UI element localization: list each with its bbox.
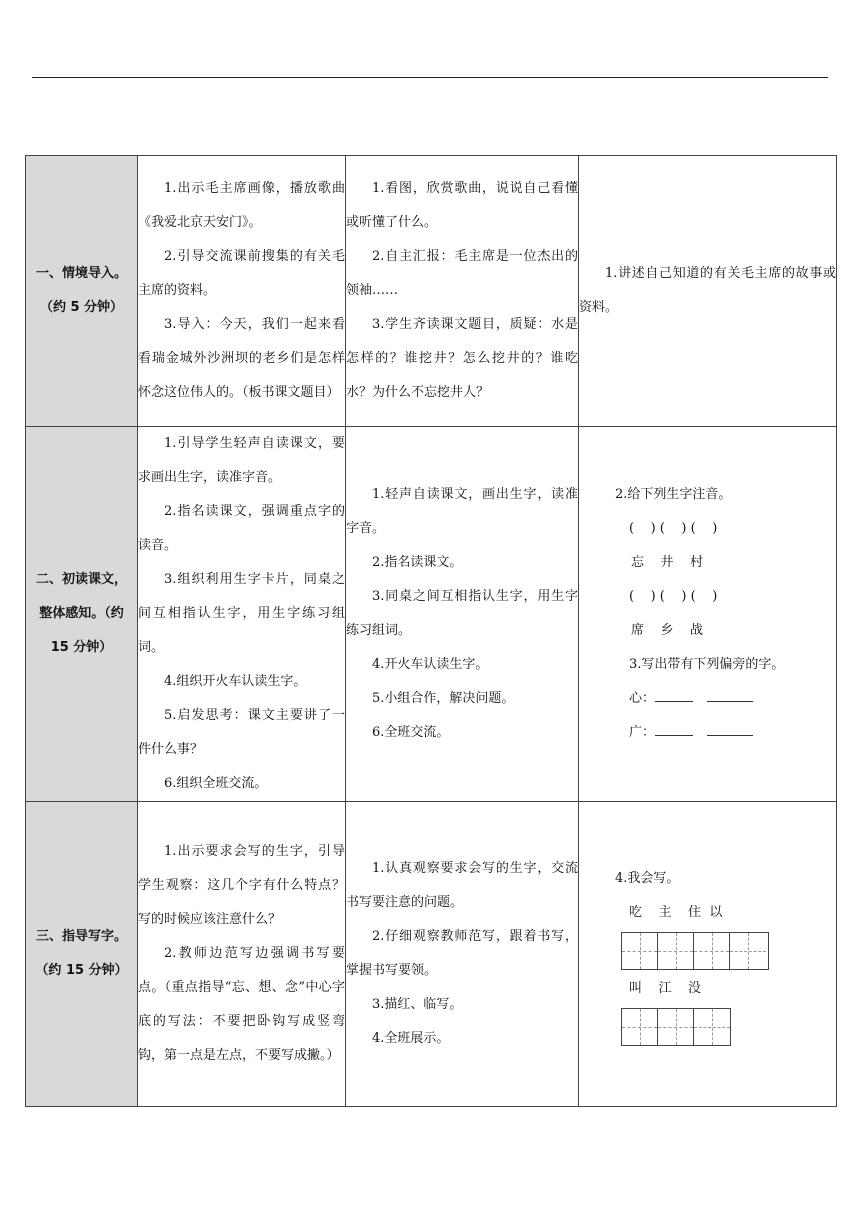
- stage-cell: [26, 427, 138, 802]
- student-step: 3.学生齐读课文题目，质疑：水是怎样的？谁挖井？怎么挖井的？谁吃水？为什么不忘挖井人？: [346, 317, 578, 400]
- stage-duration: （约 5 分钟）: [39, 300, 124, 315]
- teacher-step: 2.指名读课文，强调重点字的读音。: [138, 504, 345, 553]
- stage-cell: [26, 802, 138, 1107]
- stage-label: 三、指导写字。: [35, 929, 127, 944]
- radical-label: 心：: [629, 691, 656, 706]
- student-step: 6.全班交流。: [372, 725, 450, 740]
- character-row: 席 乡 战: [631, 623, 704, 638]
- answer-blank[interactable]: [655, 723, 693, 736]
- student-step: 2.自主汇报：毛主席是一位杰出的领袖……: [346, 249, 578, 298]
- exercise-question: 3.写出带有下列偏旁的字。: [629, 657, 785, 672]
- student-step: 2.指名读课文。: [372, 555, 463, 570]
- radical-fill-row: [587, 682, 836, 716]
- student-step: 3.描红、临写。: [372, 997, 463, 1012]
- answer-blank[interactable]: [707, 723, 753, 736]
- radical-label: 广：: [629, 725, 656, 740]
- teacher-step: 2.教师边范写边强调书写要点。（重点指导“忘、想、念”中心字底的写法：不要把卧钩写成竖弯钩，第一点是左点，不要写成撇。）: [138, 946, 345, 1063]
- stage-duration: （约 15 分钟）: [35, 963, 128, 978]
- writing-grid[interactable]: [621, 932, 769, 970]
- student-step: 4.全班展示。: [372, 1031, 450, 1046]
- writing-grid-cell[interactable]: [694, 1009, 730, 1045]
- stage-label-cont: 整体感知。（约: [39, 606, 124, 621]
- teacher-activity-cell: [138, 427, 346, 802]
- exercise-question: 4.我会写。: [615, 871, 680, 886]
- character-row: 吃 主 住 以: [629, 905, 723, 920]
- writing-grid[interactable]: [621, 1008, 731, 1046]
- writing-grid-cell[interactable]: [658, 933, 694, 969]
- student-activity-cell: [346, 156, 579, 427]
- table-row: [26, 427, 837, 802]
- student-activity-cell: [346, 427, 579, 802]
- pinyin-blanks: ( ) ( ) ( ): [629, 589, 718, 604]
- table-row: [26, 156, 837, 427]
- table-row: [26, 802, 837, 1107]
- student-step: 4.开火车认读生字。: [372, 657, 489, 672]
- exercise-cell: [579, 802, 837, 1107]
- writing-grid-cell[interactable]: [658, 1009, 694, 1045]
- header-rule: [32, 77, 828, 78]
- student-step: 1.看图，欣赏歌曲，说说自己看懂或听懂了什么。: [346, 181, 578, 230]
- writing-grid-cell[interactable]: [622, 933, 658, 969]
- student-step: 1.认真观察要求会写的生字，交流书写要注意的问题。: [346, 861, 578, 910]
- teacher-activity-cell: [138, 802, 346, 1107]
- stage-cell: [26, 156, 138, 427]
- character-row: 忘 井 村: [631, 555, 704, 570]
- stage-label: 二、初读课文，: [35, 572, 127, 587]
- character-row: 叫 江 没: [629, 981, 702, 996]
- writing-grid-cell[interactable]: [694, 933, 730, 969]
- teacher-step: 1.引导学生轻声自读课文，要求画出生字，读准字音。: [138, 436, 345, 485]
- answer-blank[interactable]: [655, 689, 693, 702]
- exercise-question: 2.给下列生字注音。: [615, 487, 732, 502]
- stage-duration: 15 分钟）: [50, 640, 113, 655]
- student-step: 1.轻声自读课文，画出生字，读准字音。: [346, 487, 578, 536]
- exercise-item: 1.讲述自己知道的有关毛主席的故事或资料。: [579, 266, 836, 315]
- writing-grid-cell[interactable]: [730, 933, 766, 969]
- teacher-step: 4.组织开火车认读生字。: [164, 674, 307, 689]
- writing-grid-cell[interactable]: [622, 1009, 658, 1045]
- pinyin-blanks: ( ) ( ) ( ): [629, 521, 718, 536]
- exercise-cell: [579, 156, 837, 427]
- teacher-activity-cell: [138, 156, 346, 427]
- student-step: 3.同桌之间互相指认生字，用生字练习组词。: [346, 589, 578, 638]
- student-step: 5.小组合作，解决问题。: [372, 691, 515, 706]
- lesson-plan-table: [25, 155, 837, 1107]
- exercise-cell: [579, 427, 837, 802]
- teacher-step: 3.组织利用生字卡片，同桌之间互相指认生字，用生字练习组词。: [138, 572, 345, 655]
- stage-label: 一、情境导入。: [35, 266, 127, 281]
- teacher-step: 2.引导交流课前搜集的有关毛主席的资料。: [138, 249, 345, 298]
- teacher-step: 5.启发思考：课文主要讲了一件什么事？: [138, 708, 345, 757]
- teacher-step: 1.出示毛主席画像，播放歌曲《我爱北京天安门》。: [138, 181, 345, 230]
- student-step: 2.仔细观察教师范写，跟着书写，掌握书写要领。: [346, 929, 578, 978]
- teacher-step: 6.组织全班交流。: [164, 776, 268, 791]
- teacher-step: 1.出示要求会写的生字，引导学生观察：这几个字有什么特点？写的时候应该注意什么？: [138, 844, 345, 927]
- answer-blank[interactable]: [707, 689, 753, 702]
- student-activity-cell: [346, 802, 579, 1107]
- teacher-step: 3.导入：今天，我们一起来看看瑞金城外沙洲坝的老乡们是怎样怀念这位伟人的。（板书课文题目）: [138, 317, 345, 400]
- radical-fill-row: [587, 716, 836, 750]
